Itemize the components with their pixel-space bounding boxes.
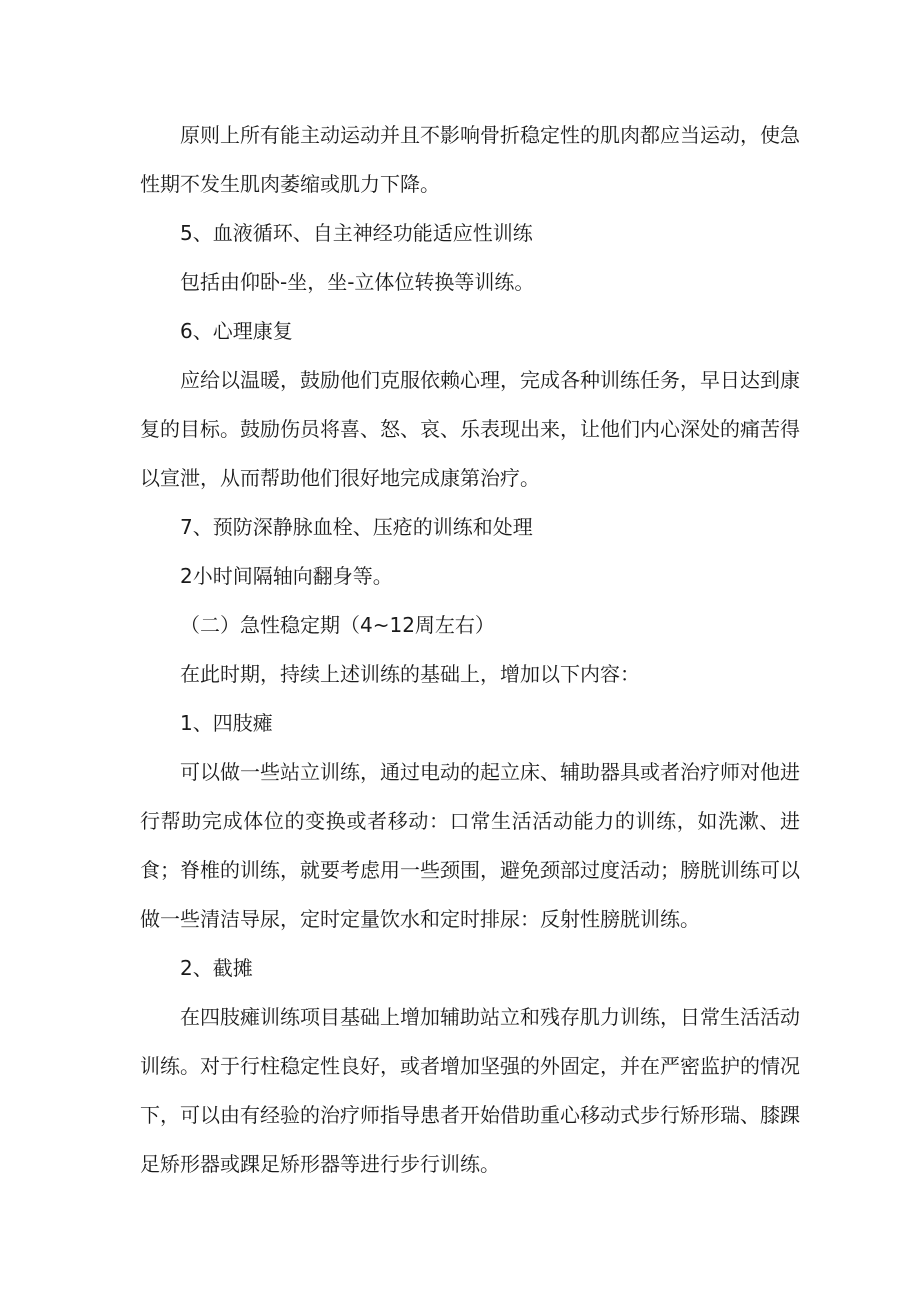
paragraph-turning: 2小时间隔轴向翻身等。	[180, 564, 393, 588]
paragraph-psychological: 应给以温暖，鼓励他们克服依赖心理，完成各种训练任务，早日达到康复的目标。鼓励伤员将喜、怒、哀、乐表现出来，让他们内心深处的痛苦得以宣泄，从而帮助他们很好地完成康第治疗。	[140, 368, 800, 490]
heading-psychological-rehab: 6、心理康复	[180, 319, 293, 343]
paragraph-position-change: 包括由仰卧-坐，坐-立体位转换等训练。	[180, 270, 535, 294]
heading-quadriplegia: 1、四肢瘫	[180, 711, 273, 735]
heading-paraplegia: 2、截摊	[180, 956, 253, 980]
paragraph-paraplegia: 在四肢瘫训练项目基础上增加辅助站立和残存肌力训练，日常生活活动训练。对于行柱稳定性良好，或者增加坚强的外固定，并在严密监护的情况下，可以由有经验的治疗师指导患者开始借助重心移动式步行矫形瑞、膝踝足矫形器或踝足矫形器等进行步行训练。	[140, 1005, 800, 1176]
paragraph-phase-intro: 在此时期，持续上述训练的基础上，增加以下内容：	[180, 662, 640, 686]
paragraph-principle: 原则上所有能主动运动并且不影响骨折稳定性的肌肉都应当运动，使急性期不发生肌肉萎缩或肌力下降。	[140, 123, 800, 196]
document-body	[140, 111, 800, 1189]
heading-dvt-prevention: 7、预防深静脉血栓、压疮的训练和处理	[180, 515, 533, 539]
heading-blood-circulation: 5、血液循环、自主神经功能适应性训练	[180, 221, 533, 245]
paragraph-quadriplegia: 可以做一些站立训练，通过电动的起立床、辅助器具或者治疗师对他进行帮助完成体位的变换或者移动：口常生活活动能力的训练，如洗漱、进食；脊椎的训练，就要考虑用一些颈围，避免颈部过度活动；膀胱训练可以做一些清洁导尿，定时定量饮水和定时排尿：反射性膀胱训练。	[140, 760, 800, 931]
heading-acute-stable-phase: （二）急性稳定期（4~12周左右）	[180, 613, 495, 637]
